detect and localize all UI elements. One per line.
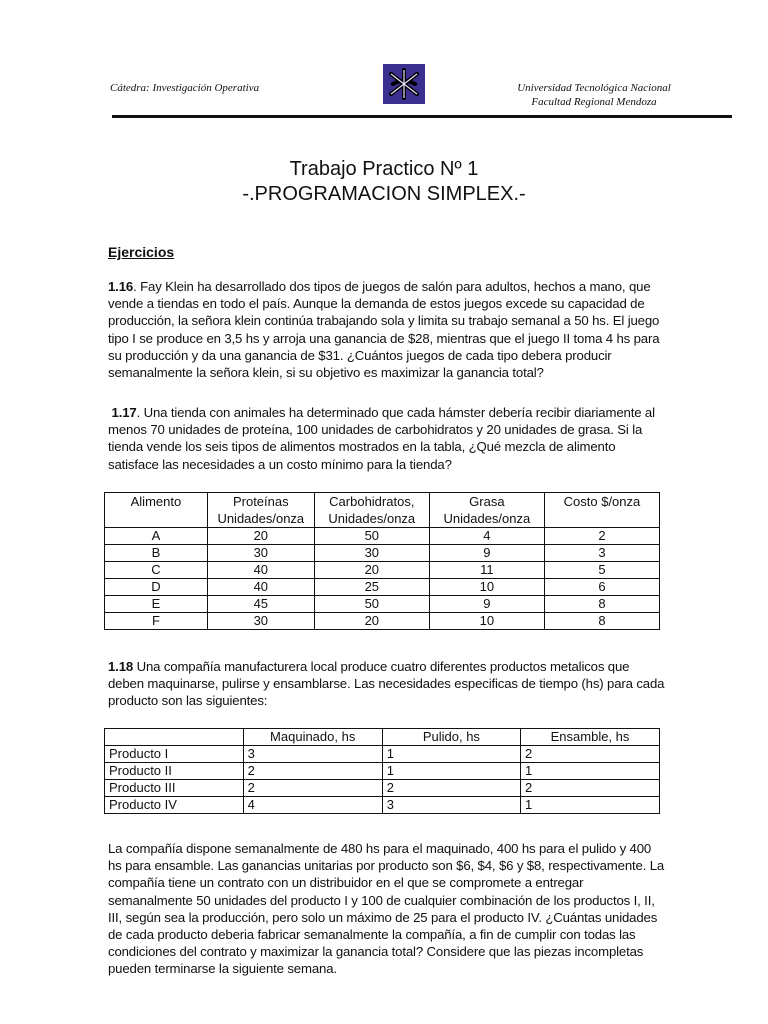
table-cell: 9 [429,545,544,562]
table-cell: C [105,562,208,579]
food-table [104,492,660,630]
table-cell: 5 [544,562,659,579]
exercise-1-16 [108,278,668,381]
table-header: Proteínas Unidades/onza [207,493,314,528]
table-cell: 1 [521,763,660,780]
table-cell: Producto IV [105,797,244,814]
university-logo [383,64,425,104]
table-cell: 30 [207,613,314,630]
table-cell: 25 [314,579,429,596]
table-cell: 2 [243,763,382,780]
table-row [105,763,660,780]
table-cell: 6 [544,579,659,596]
table-cell: 2 [382,780,520,797]
table-cell: 9 [429,596,544,613]
table-cell: 4 [243,797,382,814]
table-cell: 4 [429,528,544,545]
header-faculty: Facultad Regional Mendoza [531,96,657,108]
table-header: Alimento [105,493,208,528]
table-cell: 2 [521,746,660,763]
table-cell: 40 [207,562,314,579]
table-cell: 20 [314,613,429,630]
table-row [105,562,660,579]
table-header: Costo $/onza [544,493,659,528]
table-cell: Producto II [105,763,244,780]
page-title: Trabajo Practico Nº 1 [289,158,479,180]
table-cell: Producto I [105,746,244,763]
header-institution [484,81,704,109]
table-cell: 45 [207,596,314,613]
section-heading: Ejercicios [108,244,175,260]
table-cell: F [105,613,208,630]
table-header-row [105,729,660,746]
closing-paragraph: La compañía dispone semanalmente de 480 hs para el maquinado, 400 hs para el pulido y 400 hs para ensamble. Las ganancias unitarias por producto son $6, $4, $6 y $8, respectivamente. La compañía tiene un contrato con un distribuidor en el que se compromete a entregar semanalmente 50 unidades del producto I y 100 de cualquier combinación de los productos I, II, III, según sea la producción, pero solo un máximo de 25 para el producto IV. ¿Cuántas unidades de cada producto deberia fabricar semanalmente la compañía, a fin de cumplir con todas las condiciones del contrato y maximizar la ganancia total? Considere que las piezas incompletas pueden terminarse la siguiente semana. [108,841,665,977]
table-cell: 40 [207,579,314,596]
table-cell: 2 [544,528,659,545]
table-row [105,746,660,763]
table-cell: 3 [544,545,659,562]
table-cell: 3 [382,797,520,814]
table-row [105,528,660,545]
table-header [105,729,244,746]
exercise-1-18 [108,658,668,710]
table-row [105,579,660,596]
table-cell: 8 [544,613,659,630]
table-cell: 20 [314,562,429,579]
table-cell: 30 [314,545,429,562]
table-cell: 30 [207,545,314,562]
table-header: Grasa Unidades/onza [429,493,544,528]
table-row [105,596,660,613]
header-rule [112,115,732,118]
product-time-table [104,728,660,814]
table-cell: Producto III [105,780,244,797]
exercise-number: 1.16 [108,279,134,294]
exercise-number: 1.17 [111,405,137,420]
table-cell: 50 [314,596,429,613]
table-cell: 2 [243,780,382,797]
table-cell: 1 [521,797,660,814]
table-header: Carbohidratos, Unidades/onza [314,493,429,528]
table-cell: 11 [429,562,544,579]
table-cell: B [105,545,208,562]
table-cell: 8 [544,596,659,613]
page-subtitle: -.PROGRAMACION SIMPLEX.- [242,183,526,205]
table-cell: 3 [243,746,382,763]
table-cell: 10 [429,613,544,630]
table-cell: D [105,579,208,596]
exercise-1-17 [108,404,668,473]
exercise-text: Una compañía manufacturera local produce cuatro diferentes productos metalicos que deben maquinarse, pulirse y ensamblarse. Las necesidades especificas de tiempo (hs) para cada producto son las siguientes: [108,659,665,709]
table-cell: 50 [314,528,429,545]
exercise-number: 1.18 [108,659,134,674]
table-cell: 2 [521,780,660,797]
exercise-text: . Una tienda con animales ha determinado que cada hámster debería recibir diariamente al menos 70 unidades de proteína, 100 unidades de carbohidratos y 20 unidades de grasa. Si la tienda vende los seis tipos de alimentos mostrados en la tabla, ¿Qué mezcla de alimento satisface las necesidades a un costo mínimo para la tienda? [108,405,655,472]
exercise-text: . Fay Klein ha desarrollado dos tipos de juegos de salón para adultos, hechos a mano, que vende a tiendas en todo el país. Aunque la demanda de estos juegos excede su capacidad de producción, la señora klein continúa trabajando sola y limita su trabajo semanal a 50 hs. El juego tipo I se produce en 3,5 hs y arroja una ganancia de $28, mientras que el juego II toma 4 hs para su producción y da una ganancia de $31. ¿Cuántos juegos de cada tipo debera producir semanalmente la señora klein, si su objetivo es maximizar la ganancia total? [108,279,660,381]
table-cell: 1 [382,763,520,780]
table-header-row [105,493,660,528]
header-course: Cátedra: Investigación Operativa [110,82,260,94]
table-header: Maquinado, hs [243,729,382,746]
table-header: Pulido, hs [382,729,520,746]
table-row [105,613,660,630]
table-cell: 20 [207,528,314,545]
table-row [105,797,660,814]
table-cell: A [105,528,208,545]
table-cell: E [105,596,208,613]
table-header: Ensamble, hs [521,729,660,746]
table-cell: 10 [429,579,544,596]
table-row [105,780,660,797]
header-university: Universidad Tecnológica Nacional [517,82,671,94]
table-cell: 1 [382,746,520,763]
table-row [105,545,660,562]
